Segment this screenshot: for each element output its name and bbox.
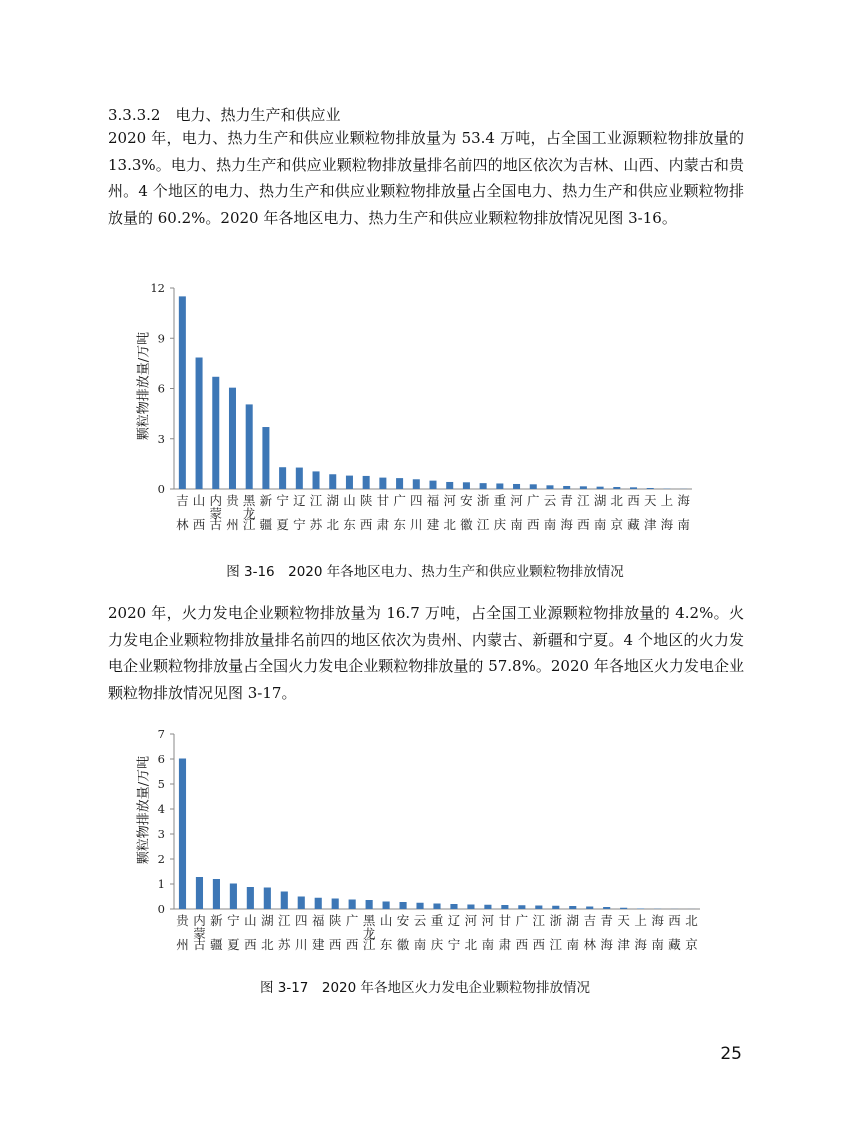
svg-text:庆: 庆 xyxy=(493,517,507,532)
svg-text:黑: 黑 xyxy=(242,493,256,508)
x-tick-label xyxy=(516,913,529,952)
x-tick-label xyxy=(226,493,240,532)
svg-text:宁: 宁 xyxy=(293,517,306,532)
x-tick-label xyxy=(527,493,540,532)
svg-text:广: 广 xyxy=(345,913,359,928)
bar xyxy=(630,487,637,489)
svg-text:浙: 浙 xyxy=(549,913,563,928)
svg-text:西: 西 xyxy=(577,517,590,532)
x-tick-label xyxy=(611,493,624,532)
bar xyxy=(613,487,620,489)
bar xyxy=(563,486,570,489)
x-tick-label xyxy=(566,913,579,952)
svg-text:内: 内 xyxy=(209,493,223,508)
svg-text:重: 重 xyxy=(493,493,507,508)
x-tick-label xyxy=(329,913,342,952)
bar xyxy=(530,484,537,489)
x-tick-label xyxy=(278,913,291,952)
y-tick-label: 1 xyxy=(157,877,165,891)
svg-text:海: 海 xyxy=(560,517,573,532)
x-tick-label xyxy=(260,493,273,532)
svg-text:西: 西 xyxy=(359,517,373,532)
svg-text:山: 山 xyxy=(379,913,393,928)
x-tick-label xyxy=(594,493,607,532)
y-tick-label: 3 xyxy=(157,431,165,446)
svg-text:龙: 龙 xyxy=(362,926,376,941)
bar xyxy=(179,296,186,489)
svg-text:西: 西 xyxy=(244,937,257,952)
page-number: 25 xyxy=(720,1044,742,1064)
x-tick-label xyxy=(243,493,256,532)
svg-text:海: 海 xyxy=(651,913,664,928)
bar xyxy=(196,358,203,489)
x-tick-label xyxy=(634,913,647,952)
svg-text:湖: 湖 xyxy=(261,913,274,928)
figure-caption: 图 3-16 2020 年各地区电力、热力生产和供应业颗粒物排放情况 xyxy=(226,564,624,580)
bar xyxy=(535,906,542,910)
svg-text:建: 建 xyxy=(311,937,325,952)
svg-text:安: 安 xyxy=(396,913,410,928)
svg-text:西: 西 xyxy=(527,517,540,532)
svg-text:古: 古 xyxy=(209,517,223,532)
x-tick-label xyxy=(176,493,189,532)
svg-text:山: 山 xyxy=(244,913,257,928)
svg-text:海: 海 xyxy=(660,517,674,532)
y-tick-label: 9 xyxy=(157,331,165,346)
x-tick-label xyxy=(363,913,376,952)
bar xyxy=(349,900,356,910)
svg-text:甘: 甘 xyxy=(376,493,390,508)
svg-text:海: 海 xyxy=(600,937,613,952)
y-tick-label: 6 xyxy=(157,381,165,396)
svg-text:西: 西 xyxy=(668,913,681,928)
svg-text:湖: 湖 xyxy=(593,493,607,508)
svg-text:北: 北 xyxy=(261,937,274,952)
x-tick-label xyxy=(380,913,393,952)
bar xyxy=(196,877,203,909)
svg-text:黑: 黑 xyxy=(362,913,376,928)
x-tick-label xyxy=(482,913,495,952)
x-tick-label xyxy=(651,913,664,952)
svg-text:南: 南 xyxy=(543,517,557,532)
bar xyxy=(179,759,186,910)
bar-chart-svg xyxy=(0,724,850,964)
svg-text:广: 广 xyxy=(515,913,529,928)
svg-text:云: 云 xyxy=(413,913,427,928)
bar xyxy=(313,471,320,489)
svg-text:甘: 甘 xyxy=(498,913,512,928)
y-tick-label: 12 xyxy=(150,281,165,295)
svg-text:西: 西 xyxy=(627,493,640,508)
svg-text:云: 云 xyxy=(543,493,557,508)
svg-text:南: 南 xyxy=(413,937,427,952)
x-tick-label xyxy=(510,493,523,532)
svg-text:新: 新 xyxy=(210,913,223,928)
x-tick-label xyxy=(397,913,410,952)
svg-text:江: 江 xyxy=(242,517,256,532)
x-tick-label xyxy=(343,493,356,532)
svg-text:西: 西 xyxy=(345,937,359,952)
svg-text:藏: 藏 xyxy=(668,937,681,952)
svg-text:南: 南 xyxy=(566,937,579,952)
bar xyxy=(513,484,520,489)
paragraph-2: 2020 年，火力发电企业颗粒物排放量为 16.7 万吨，占全国工业源颗粒物排放量的 4.2%。火力发电企业颗粒物排放量排名前四的地区依次为贵州、内蒙古、新疆和宁夏。4 个地区的火力发电企业颗粒物排放量占全国火力发电企业颗粒物排放量的 57.8%。2020 年各地区火力发电企业颗粒物排放情况见图 3-17。 xyxy=(108,604,744,702)
bar xyxy=(463,482,470,489)
x-tick-label xyxy=(210,493,223,532)
bar xyxy=(281,892,288,910)
svg-text:江: 江 xyxy=(532,913,546,928)
x-tick-label xyxy=(244,913,257,952)
x-tick-label xyxy=(627,493,640,532)
svg-text:东: 东 xyxy=(379,937,393,952)
y-tick-label: 7 xyxy=(157,727,165,741)
x-tick-label xyxy=(431,913,444,952)
y-tick-label: 4 xyxy=(157,802,165,816)
svg-text:吉: 吉 xyxy=(583,913,596,928)
bar xyxy=(296,468,303,489)
paragraph-1: 2020 年，电力、热力生产和供应业颗粒物排放量为 53.4 万吨，占全国工业源颗粒物排放量的 13.3%。电力、热力生产和供应业颗粒物排放量排名前四的地区依次为吉林、山西、内蒙古和贵州。4 个地区的电力、热力生产和供应业颗粒物排放量占全国电力、热力生产和供应业颗粒物排放量的 60.2%。2020 年各地区电力、热力生产和供应业颗粒物排放情况见图 3-16。 xyxy=(108,129,744,227)
bar xyxy=(383,902,390,910)
y-tick-label: 2 xyxy=(157,852,165,866)
figure-3-16-chart xyxy=(0,278,850,550)
figure-caption: 图 3-17 2020 年各地区火力发电企业颗粒物排放情况 xyxy=(259,980,591,996)
y-tick-label: 6 xyxy=(157,752,165,766)
svg-text:宁: 宁 xyxy=(447,937,461,952)
x-tick-label xyxy=(465,913,478,952)
x-tick-label xyxy=(533,913,546,952)
svg-text:宁: 宁 xyxy=(227,913,240,928)
svg-text:北: 北 xyxy=(326,517,339,532)
x-tick-label xyxy=(410,493,423,532)
x-tick-label xyxy=(293,493,306,532)
svg-text:京: 京 xyxy=(610,517,624,532)
bar xyxy=(484,905,491,909)
svg-text:新: 新 xyxy=(259,493,273,508)
x-tick-label xyxy=(499,913,512,952)
bar xyxy=(546,485,553,489)
bar xyxy=(332,899,339,910)
svg-text:东: 东 xyxy=(343,517,356,532)
svg-text:陕: 陕 xyxy=(359,493,373,508)
svg-text:福: 福 xyxy=(426,493,440,508)
svg-text:上: 上 xyxy=(660,493,674,508)
x-tick-label xyxy=(227,913,240,952)
x-tick-label xyxy=(661,493,674,532)
svg-text:苏: 苏 xyxy=(278,937,291,952)
bar xyxy=(315,898,322,909)
x-tick-label xyxy=(460,493,473,532)
svg-text:江: 江 xyxy=(549,937,563,952)
x-tick-label xyxy=(494,493,507,532)
x-tick-label xyxy=(427,493,440,532)
svg-text:徽: 徽 xyxy=(396,937,410,952)
svg-text:海: 海 xyxy=(634,937,647,952)
svg-text:南: 南 xyxy=(593,517,607,532)
x-tick-label xyxy=(193,913,206,952)
bar xyxy=(396,478,403,489)
svg-text:川: 川 xyxy=(295,937,308,952)
bar xyxy=(346,476,353,489)
bar xyxy=(597,487,604,489)
svg-text:南: 南 xyxy=(510,517,523,532)
bar xyxy=(552,906,559,909)
y-axis-title: 颗粒物排放量/万吨 xyxy=(136,331,152,441)
svg-text:西: 西 xyxy=(532,937,546,952)
svg-text:建: 建 xyxy=(426,517,440,532)
y-tick-label: 0 xyxy=(157,482,165,496)
svg-text:宁: 宁 xyxy=(276,493,289,508)
svg-text:北: 北 xyxy=(464,937,478,952)
svg-text:河: 河 xyxy=(443,493,456,508)
bar xyxy=(400,902,407,909)
bar-chart-svg xyxy=(0,278,850,550)
svg-text:藏: 藏 xyxy=(627,517,640,532)
svg-text:疆: 疆 xyxy=(210,937,223,952)
section-heading: 3.3.3.2 电力、热力生产和供应业 xyxy=(108,106,341,124)
svg-text:安: 安 xyxy=(460,493,473,508)
bar xyxy=(246,404,253,489)
svg-text:北: 北 xyxy=(443,517,456,532)
x-tick-label xyxy=(443,493,456,532)
x-tick-label xyxy=(617,913,630,952)
bar xyxy=(363,476,370,489)
x-tick-label xyxy=(360,493,373,532)
y-axis-title: 颗粒物排放量/万吨 xyxy=(136,755,152,865)
svg-text:江: 江 xyxy=(476,517,490,532)
svg-text:浙: 浙 xyxy=(476,493,490,508)
svg-text:四: 四 xyxy=(410,493,423,508)
x-tick-label xyxy=(477,493,490,532)
bar xyxy=(413,479,420,489)
svg-text:天: 天 xyxy=(617,913,630,928)
bar xyxy=(429,481,436,489)
svg-text:津: 津 xyxy=(617,937,630,952)
svg-text:夏: 夏 xyxy=(276,517,289,532)
svg-text:内: 内 xyxy=(193,913,206,928)
svg-text:四: 四 xyxy=(295,913,308,928)
y-tick-label: 3 xyxy=(157,827,165,841)
bar xyxy=(329,474,336,489)
x-tick-label xyxy=(550,913,563,952)
svg-text:津: 津 xyxy=(643,517,657,532)
x-tick-label xyxy=(176,913,190,952)
svg-text:辽: 辽 xyxy=(293,493,306,508)
svg-text:京: 京 xyxy=(685,937,698,952)
y-tick-label: 0 xyxy=(157,902,165,916)
bar xyxy=(501,905,508,909)
x-tick-label xyxy=(295,913,308,952)
x-tick-label xyxy=(310,493,323,532)
bar xyxy=(379,478,386,489)
x-tick-label xyxy=(276,493,289,532)
svg-text:疆: 疆 xyxy=(259,517,273,532)
svg-text:南: 南 xyxy=(677,517,690,532)
x-tick-label xyxy=(677,493,690,532)
bar xyxy=(446,482,453,489)
svg-text:林: 林 xyxy=(583,937,596,952)
svg-text:川: 川 xyxy=(410,517,423,532)
svg-text:青: 青 xyxy=(560,493,573,508)
svg-text:湖: 湖 xyxy=(326,493,339,508)
bar xyxy=(647,488,654,489)
svg-text:古: 古 xyxy=(193,937,206,952)
svg-text:龙: 龙 xyxy=(242,506,256,521)
x-tick-label xyxy=(346,913,359,952)
svg-text:天: 天 xyxy=(643,493,657,508)
bar xyxy=(586,907,593,910)
bar xyxy=(213,879,220,909)
bar xyxy=(433,904,440,910)
svg-text:苏: 苏 xyxy=(309,517,323,532)
svg-text:陕: 陕 xyxy=(328,913,342,928)
x-tick-label xyxy=(414,913,427,952)
x-tick-label xyxy=(644,493,657,532)
x-tick-label xyxy=(560,493,573,532)
svg-text:西: 西 xyxy=(515,937,529,952)
figure-3-17-chart xyxy=(0,724,850,964)
svg-text:广: 广 xyxy=(527,493,540,508)
bar xyxy=(467,905,474,910)
bar xyxy=(580,486,587,489)
svg-text:庆: 庆 xyxy=(430,937,444,952)
svg-text:海: 海 xyxy=(677,493,690,508)
x-tick-label xyxy=(393,493,406,532)
bar xyxy=(230,884,237,910)
svg-text:河: 河 xyxy=(481,913,495,928)
svg-text:福: 福 xyxy=(311,913,325,928)
bar xyxy=(496,483,503,489)
bar xyxy=(603,907,610,909)
bar xyxy=(298,897,305,910)
svg-text:广: 广 xyxy=(393,493,406,508)
svg-text:江: 江 xyxy=(577,493,590,508)
svg-text:西: 西 xyxy=(328,937,342,952)
svg-text:湖: 湖 xyxy=(566,913,579,928)
bar xyxy=(416,903,423,909)
x-tick-label xyxy=(448,913,461,952)
bar xyxy=(569,906,576,909)
svg-text:山: 山 xyxy=(192,493,206,508)
svg-text:河: 河 xyxy=(464,913,478,928)
svg-text:上: 上 xyxy=(634,913,647,928)
bar xyxy=(450,904,457,909)
bar xyxy=(637,909,644,910)
x-tick-label xyxy=(583,913,596,952)
svg-text:北: 北 xyxy=(685,913,698,928)
svg-text:西: 西 xyxy=(192,517,206,532)
bar xyxy=(518,905,525,909)
x-tick-label xyxy=(210,913,223,952)
svg-text:贵: 贵 xyxy=(226,493,239,508)
x-tick-label xyxy=(577,493,590,532)
svg-text:蒙: 蒙 xyxy=(209,506,223,521)
y-tick-label: 5 xyxy=(157,777,165,791)
svg-text:辽: 辽 xyxy=(447,913,461,928)
x-tick-label xyxy=(326,493,339,532)
x-tick-label xyxy=(193,493,206,532)
svg-text:重: 重 xyxy=(430,913,444,928)
bar xyxy=(279,467,286,489)
x-tick-label xyxy=(544,493,557,532)
bar xyxy=(247,887,254,909)
svg-text:东: 东 xyxy=(393,517,406,532)
svg-text:江: 江 xyxy=(362,937,376,952)
bar xyxy=(262,427,269,489)
svg-text:夏: 夏 xyxy=(227,937,240,952)
svg-text:江: 江 xyxy=(309,493,323,508)
svg-text:山: 山 xyxy=(343,493,356,508)
x-tick-label xyxy=(600,913,613,952)
x-tick-label xyxy=(668,913,681,952)
x-tick-label xyxy=(312,913,325,952)
svg-text:肃: 肃 xyxy=(498,937,512,952)
svg-text:南: 南 xyxy=(651,937,664,952)
svg-text:林: 林 xyxy=(176,517,189,532)
x-tick-label xyxy=(685,913,698,952)
svg-text:青: 青 xyxy=(600,913,613,928)
bar xyxy=(229,388,236,489)
svg-text:北: 北 xyxy=(610,493,624,508)
bar xyxy=(620,908,627,909)
svg-text:徽: 徽 xyxy=(460,517,473,532)
svg-text:蒙: 蒙 xyxy=(193,926,206,941)
svg-text:河: 河 xyxy=(510,493,523,508)
x-tick-label xyxy=(261,913,274,952)
svg-text:南: 南 xyxy=(481,937,495,952)
bar xyxy=(480,483,487,489)
svg-text:州: 州 xyxy=(226,517,239,532)
bar xyxy=(264,888,271,910)
x-tick-label xyxy=(377,493,390,532)
bar xyxy=(212,377,219,489)
bar xyxy=(366,900,373,909)
svg-text:吉: 吉 xyxy=(176,493,189,508)
svg-text:肃: 肃 xyxy=(376,517,390,532)
svg-text:州: 州 xyxy=(176,937,189,952)
svg-text:贵: 贵 xyxy=(176,913,189,928)
svg-text:江: 江 xyxy=(278,913,291,928)
